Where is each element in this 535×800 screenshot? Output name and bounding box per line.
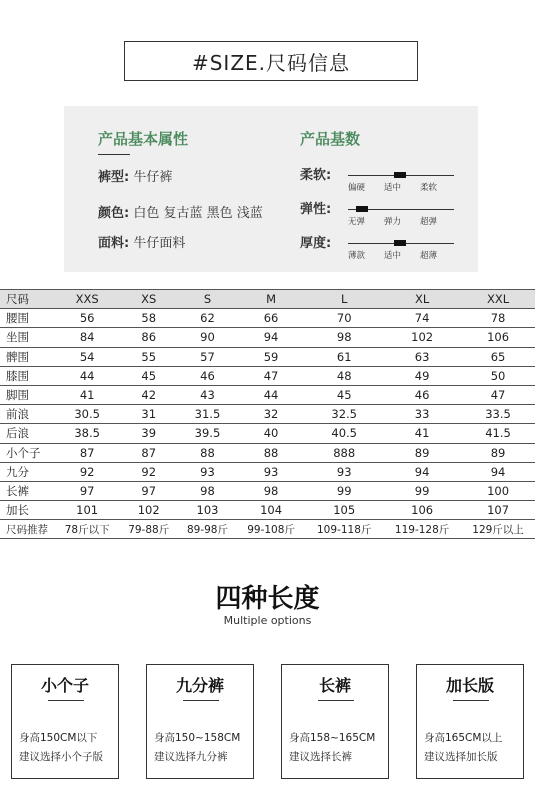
measurement-value: 31.5	[178, 405, 237, 424]
measurement-value: 106	[461, 328, 535, 347]
measurement-value: 45	[305, 385, 383, 404]
option-height: 身高150CM以下	[19, 732, 98, 744]
measurement-value: 42	[119, 385, 178, 404]
attribute-key: 裤型:	[98, 170, 130, 185]
measurement-label: 脚围	[0, 385, 55, 404]
measurement-label: 膝围	[0, 366, 55, 385]
product-attribute-panel	[64, 106, 478, 272]
option-name: 长裤	[318, 676, 351, 695]
measurement-value: 101	[55, 501, 119, 520]
measurement-value: 99	[305, 481, 383, 500]
measurement-value: 89-98斤	[178, 520, 237, 539]
scale-tick: 薄款	[348, 251, 366, 261]
table-row	[0, 309, 535, 328]
measurement-label: 小个子	[0, 443, 55, 462]
measurement-value: 92	[55, 462, 119, 481]
size-header-cell: L	[305, 290, 383, 309]
table-row	[0, 424, 535, 443]
measurement-value: 70	[305, 309, 383, 328]
size-header-cell: M	[237, 290, 305, 309]
scale-tick: 偏硬	[348, 183, 366, 193]
measurement-value: 99	[383, 481, 461, 500]
measurement-value: 119-128斤	[383, 520, 461, 539]
size-header-label: 尺码	[0, 290, 55, 309]
measurement-value: 66	[237, 309, 305, 328]
measurement-value: 30.5	[55, 405, 119, 424]
table-row	[0, 405, 535, 424]
measurement-value: 38.5	[55, 424, 119, 443]
size-header-cell: XXL	[461, 290, 535, 309]
four-lengths-title: 四种长度	[215, 584, 320, 614]
heading-underline	[98, 154, 130, 155]
measurement-value: 87	[119, 443, 178, 462]
measurement-label: 加长	[0, 501, 55, 520]
measurement-value: 63	[383, 347, 461, 366]
scale-tick: 柔软	[420, 183, 438, 193]
scale-knob	[394, 172, 406, 178]
measurement-value: 39.5	[178, 424, 237, 443]
measurement-value: 56	[55, 309, 119, 328]
measurement-value: 102	[383, 328, 461, 347]
measurement-value: 99-108斤	[237, 520, 305, 539]
elasticity-label: 弹性:	[300, 202, 332, 217]
softness-scale	[348, 171, 454, 193]
measurement-value: 33	[383, 405, 461, 424]
measurement-value: 49	[383, 366, 461, 385]
attribute-value: 牛仔面料	[133, 236, 186, 251]
measurement-value: 32	[237, 405, 305, 424]
measurement-value: 32.5	[305, 405, 383, 424]
attribute-row-type	[98, 166, 172, 185]
table-row	[0, 520, 535, 539]
attribute-key: 颜色:	[98, 206, 130, 221]
attribute-value: 牛仔裤	[133, 170, 173, 185]
measurement-value: 31	[119, 405, 178, 424]
measurement-value: 79-88斤	[119, 520, 178, 539]
measurement-value: 98	[178, 481, 237, 500]
size-header-cell: XL	[383, 290, 461, 309]
measurement-label: 尺码推荐	[0, 520, 55, 539]
measurement-value: 88	[237, 443, 305, 462]
measurement-value: 97	[55, 481, 119, 500]
option-description	[154, 729, 249, 767]
softness-label: 柔软:	[300, 168, 332, 183]
product-basics-heading: 产品基数	[300, 130, 361, 148]
option-name: 小个子	[40, 676, 89, 695]
measurement-value: 93	[305, 462, 383, 481]
option-underline	[453, 700, 489, 701]
option-underline	[48, 700, 84, 701]
measurement-value: 58	[119, 309, 178, 328]
measurement-value: 61	[305, 347, 383, 366]
scale-tick: 弹力	[384, 217, 402, 227]
measurement-value: 89	[383, 443, 461, 462]
measurement-value: 48	[305, 366, 383, 385]
option-height: 身高158~165CM	[289, 732, 376, 744]
measurement-value: 78	[461, 309, 535, 328]
scale-knob	[394, 240, 406, 246]
measurement-value: 105	[305, 501, 383, 520]
measurement-value: 57	[178, 347, 237, 366]
length-option-extra-long	[416, 664, 524, 779]
option-advice: 建议选择加长版	[424, 751, 498, 763]
size-info-title: #SIZE.尺码信息	[124, 41, 418, 81]
table-row	[0, 366, 535, 385]
measurement-value: 94	[383, 462, 461, 481]
option-name: 加长版	[445, 676, 494, 695]
measurement-value: 109-118斤	[305, 520, 383, 539]
table-row	[0, 501, 535, 520]
measurement-value: 92	[119, 462, 178, 481]
option-height: 身高165CM以上	[424, 732, 503, 744]
size-table-body	[0, 309, 535, 539]
option-height: 身高150~158CM	[154, 732, 241, 744]
measurement-value: 102	[119, 501, 178, 520]
measurement-label: 长裤	[0, 481, 55, 500]
measurement-value: 40	[237, 424, 305, 443]
measurement-value: 59	[237, 347, 305, 366]
four-lengths-subtitle: Multiple options	[223, 614, 312, 627]
measurement-value: 50	[461, 366, 535, 385]
size-header-cell: XS	[119, 290, 178, 309]
scale-knob	[356, 206, 368, 212]
measurement-label: 前浪	[0, 405, 55, 424]
thickness-scale	[348, 239, 454, 261]
scale-tick: 适中	[384, 183, 402, 193]
measurement-value: 45	[119, 366, 178, 385]
measurement-value: 44	[55, 366, 119, 385]
measurement-value: 41	[383, 424, 461, 443]
measurement-value: 74	[383, 309, 461, 328]
measurement-value: 90	[178, 328, 237, 347]
measurement-value: 100	[461, 481, 535, 500]
size-header-cell: XXS	[55, 290, 119, 309]
measurement-value: 98	[237, 481, 305, 500]
table-row	[0, 328, 535, 347]
table-row	[0, 443, 535, 462]
measurement-value: 86	[119, 328, 178, 347]
attribute-value: 白色 复古蓝 黑色 浅蓝	[133, 206, 263, 221]
attribute-row-color	[98, 202, 263, 221]
measurement-value: 55	[119, 347, 178, 366]
scale-tick: 适中	[384, 251, 402, 261]
measurement-value: 46	[178, 366, 237, 385]
table-row	[0, 481, 535, 500]
measurement-value: 98	[305, 328, 383, 347]
measurement-value: 107	[461, 501, 535, 520]
measurement-value: 888	[305, 443, 383, 462]
measurement-value: 39	[119, 424, 178, 443]
measurement-value: 84	[55, 328, 119, 347]
option-advice: 建议选择九分裤	[154, 751, 228, 763]
measurement-value: 62	[178, 309, 237, 328]
measurement-label: 后浪	[0, 424, 55, 443]
table-row	[0, 347, 535, 366]
measurement-value: 47	[237, 366, 305, 385]
option-advice: 建议选择小个子版	[19, 751, 103, 763]
measurement-value: 93	[178, 462, 237, 481]
measurement-value: 129斤以上	[461, 520, 535, 539]
option-name: 九分裤	[175, 676, 224, 695]
measurement-value: 88	[178, 443, 237, 462]
length-option-long	[281, 664, 389, 779]
measurement-value: 89	[461, 443, 535, 462]
option-description	[289, 729, 384, 767]
measurement-value: 87	[55, 443, 119, 462]
measurement-value: 106	[383, 501, 461, 520]
option-advice: 建议选择长裤	[289, 751, 352, 763]
measurement-value: 33.5	[461, 405, 535, 424]
measurement-value: 97	[119, 481, 178, 500]
thickness-label: 厚度:	[300, 236, 332, 251]
scale-tick: 超弹	[420, 217, 438, 227]
size-table-header-row	[0, 290, 535, 309]
measurement-value: 103	[178, 501, 237, 520]
table-row	[0, 462, 535, 481]
option-description	[19, 729, 114, 767]
elasticity-scale	[348, 205, 454, 227]
measurement-value: 104	[237, 501, 305, 520]
option-underline	[183, 700, 219, 701]
basic-attributes-heading: 产品基本属性	[98, 130, 189, 148]
measurement-value: 41	[55, 385, 119, 404]
measurement-value: 43	[178, 385, 237, 404]
measurement-value: 78斤以下	[55, 520, 119, 539]
length-option-petite	[11, 664, 119, 779]
measurement-value: 46	[383, 385, 461, 404]
option-underline	[318, 700, 354, 701]
measurement-value: 40.5	[305, 424, 383, 443]
attribute-key: 面料:	[98, 236, 130, 251]
scale-tick: 超薄	[420, 251, 438, 261]
length-option-ankle	[146, 664, 254, 779]
measurement-label: 髀围	[0, 347, 55, 366]
measurement-value: 44	[237, 385, 305, 404]
measurement-value: 41.5	[461, 424, 535, 443]
measurement-value: 93	[237, 462, 305, 481]
attribute-row-fabric	[98, 232, 185, 251]
measurement-value: 94	[461, 462, 535, 481]
size-table	[0, 289, 535, 539]
measurement-value: 65	[461, 347, 535, 366]
measurement-label: 九分	[0, 462, 55, 481]
measurement-label: 坐围	[0, 328, 55, 347]
size-header-cell: S	[178, 290, 237, 309]
measurement-value: 94	[237, 328, 305, 347]
measurement-value: 54	[55, 347, 119, 366]
option-description	[424, 729, 519, 767]
scale-tick: 无弹	[348, 217, 366, 227]
table-row	[0, 385, 535, 404]
measurement-value: 47	[461, 385, 535, 404]
measurement-label: 腰围	[0, 309, 55, 328]
